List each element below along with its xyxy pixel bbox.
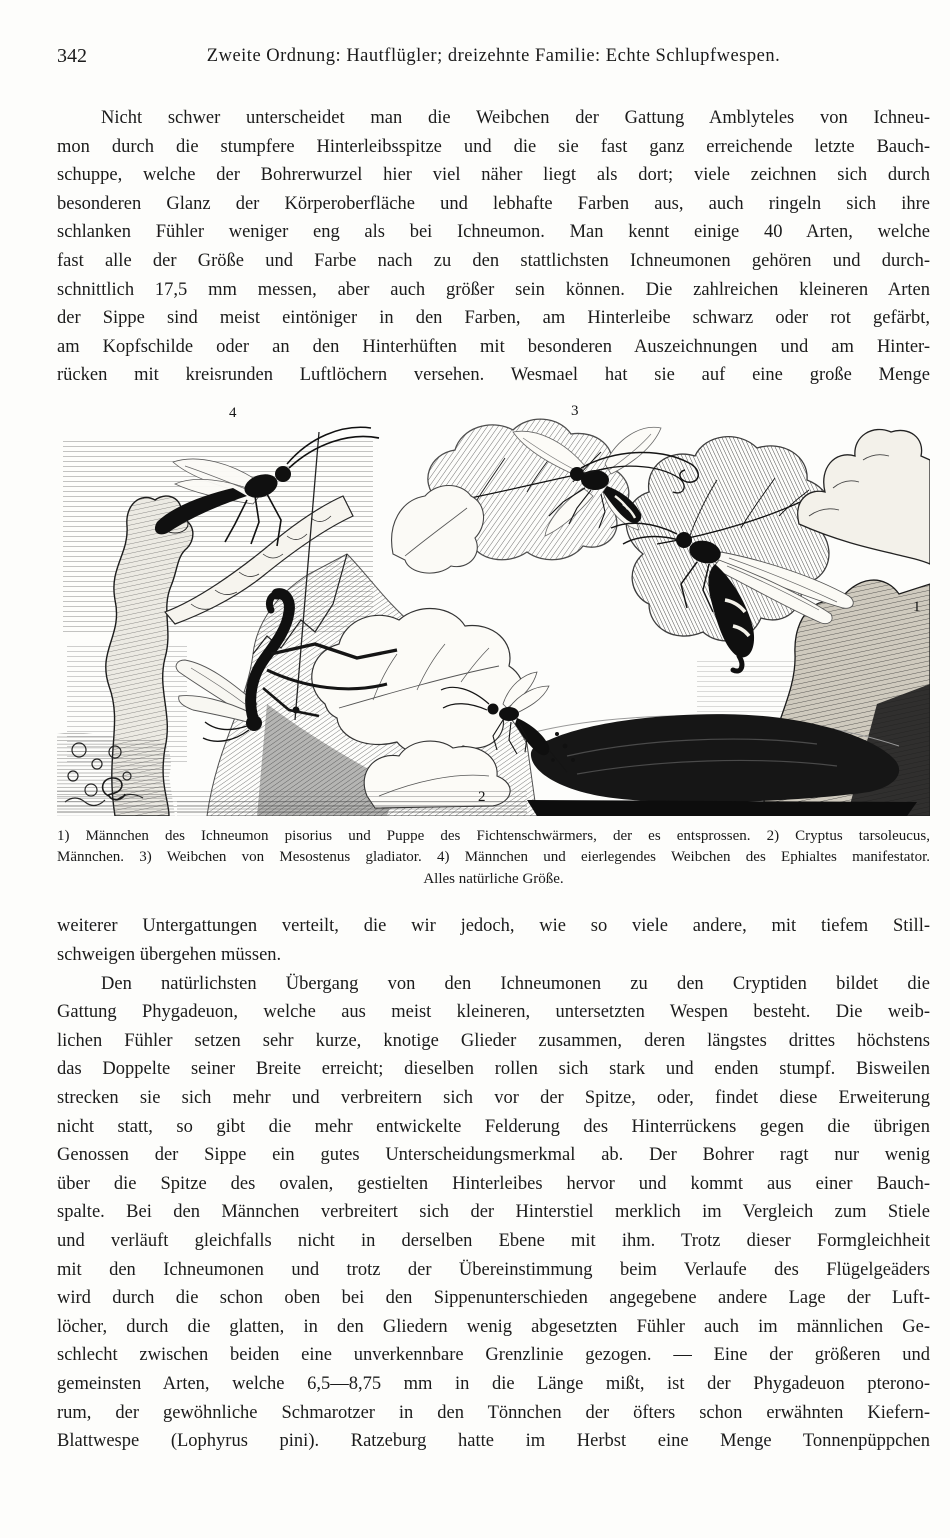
text-line: schnittlich 17,5 mm messen, aber auch größer sein können. Die zahlreichen kleineren Arten [57,279,930,300]
text-line: mit den Ichneumonen und trotz der Übereinstimmung beim Verlaufe des Flügelgeäders [57,1259,930,1280]
text-line: fast alle der Größe und Farbe nach zu den stattlichsten Ichneumonen gehören und durch- [57,250,930,271]
page-number: 342 [57,45,87,67]
running-header-title: Zweite Ordnung: Hautflügler; dreizehnte Familie: Echte Schlupfwespen. [206,46,781,66]
text-line: rücken mit kreisrunden Luftlöchern versehen. Wesmael hat sie auf eine große Menge [57,365,930,386]
text-line: schweigen übergehen müssen. [57,945,282,966]
text-line: das Doppelte seiner Breite erreicht; dieselben rollen sich stark und enden stumpf. Bisweilen [57,1059,930,1080]
text-line: lichen Fühler setzen sehr kurze, knotige Glieder zusammen, deren längstes drittes höchstens [57,1030,930,1051]
text-line: Nicht schwer unterscheidet man die Weibchen der Gattung Amblyteles von Ichneu- [101,108,930,128]
figure [57,404,930,891]
caption-line: Männchen. 3) Weibchen von Mesostenus gladiator. 4) Männchen und eierlegendes Weibchen des Ephialtes manifestator. [57,849,930,866]
figure-label-2: 2 [478,788,486,805]
text-line: schlecht zwischen beiden eine unverkennbare Grenzlinie gezogen. — Eine der größeren und [57,1345,930,1366]
caption-line: 1) Männchen des Ichneumon pisorius und Puppe des Fichtenschwärmers, der es entsprossen. 2) Cryptus tarsoleucus, [57,827,930,844]
text-line: schlanken Fühler weniger eng als bei Ichneumon. Man kennt einige 40 Arten, welche [57,222,930,243]
figure-label-1: 1 [913,598,921,615]
text-line: spalte. Bei den Männchen verbreitert sich der Hinterstiel merklich im Vergleich zum Stiele [57,1202,930,1223]
text-line: nicht statt, so gibt die mehr entwickelte Felderung des Hinterrückens gegen die übrigen [57,1116,930,1137]
bottom-paragraphs [57,912,930,1455]
text-line: Den natürlichsten Übergang von den Ichneumonen zu den Cryptiden bildet die [101,973,930,994]
text-line: weiterer Untergattungen verteilt, die wir jedoch, wie so viele andere, mit tiefem Still- [57,916,930,937]
text-line: Blattwespe (Lophyrus pini). Ratzeburg hatte im Herbst eine Menge Tonnenpüppchen [57,1431,930,1452]
top-paragraph [57,104,930,390]
caption-line: Alles natürliche Größe. [423,870,564,887]
figure-canvas [57,404,930,816]
text-line: mon durch die stumpfere Hinterleibsspitze und die sie fast ganz erreichende letzte Bauch- [57,136,930,157]
text-line: wird durch die schon oben bei den Sippenunterschieden angegebene andere Lage der Luft- [57,1288,930,1309]
text-line: Gattung Phygadeuon, welche aus meist kleineren, untersetzten Wespen besteht. Die weib- [57,1002,930,1023]
text-line: der Sippe sind meist eintöniger in den Farben, am Hinterleibe schwarz oder rot gefärbt, [57,308,930,329]
text-line: am Kopfschilde oder an den Hinterhüften mit besonderen Auszeichnungen und am Hinter- [57,336,930,357]
figure-caption [57,826,930,891]
text-line: und verläuft gleichfalls nicht in derselben Ebene mit ihm. Trotz dieser Formgleichheit [57,1230,930,1251]
text-line: strecken sie sich mehr und verbreitern sich vor der Spitze, oder, findet diese Erweiterung [57,1088,930,1108]
figure-label-4: 4 [229,404,237,421]
text-line: besonderen Glanz der Körperoberfläche und lebhafte Farben aus, auch ringeln sich ihre [57,193,930,214]
text-line: gemeinsten Arten, welche 6,5—8,75 mm in die Länge mißt, ist der Phygadeuon pterono- [57,1373,930,1394]
text-line: löcher, durch die glatten, in den Gliedern wenig abgesetzten Fühler auch im männlichen Ge- [57,1316,930,1337]
text-line: rum, der gewöhnliche Schmarotzer in den Tönnchen der öfters schon erwähnten Kiefern- [57,1402,930,1423]
text-line: Genossen der Sippe ein gutes Unterscheidungsmerkmal ab. Der Bohrer ragt nur wenig [57,1145,930,1166]
figure-label-3: 3 [571,402,579,419]
wasp-engraving-illustration [57,404,930,816]
text-line: über die Spitze des ovalen, gestielten Hinterleibes hervor und kommt aus einer Bauch- [57,1173,930,1194]
text-line: schuppe, welche der Bohrerwurzel hier viel näher liegt als dort; viele zeichnen sich durch [57,165,930,186]
running-head [57,44,930,70]
